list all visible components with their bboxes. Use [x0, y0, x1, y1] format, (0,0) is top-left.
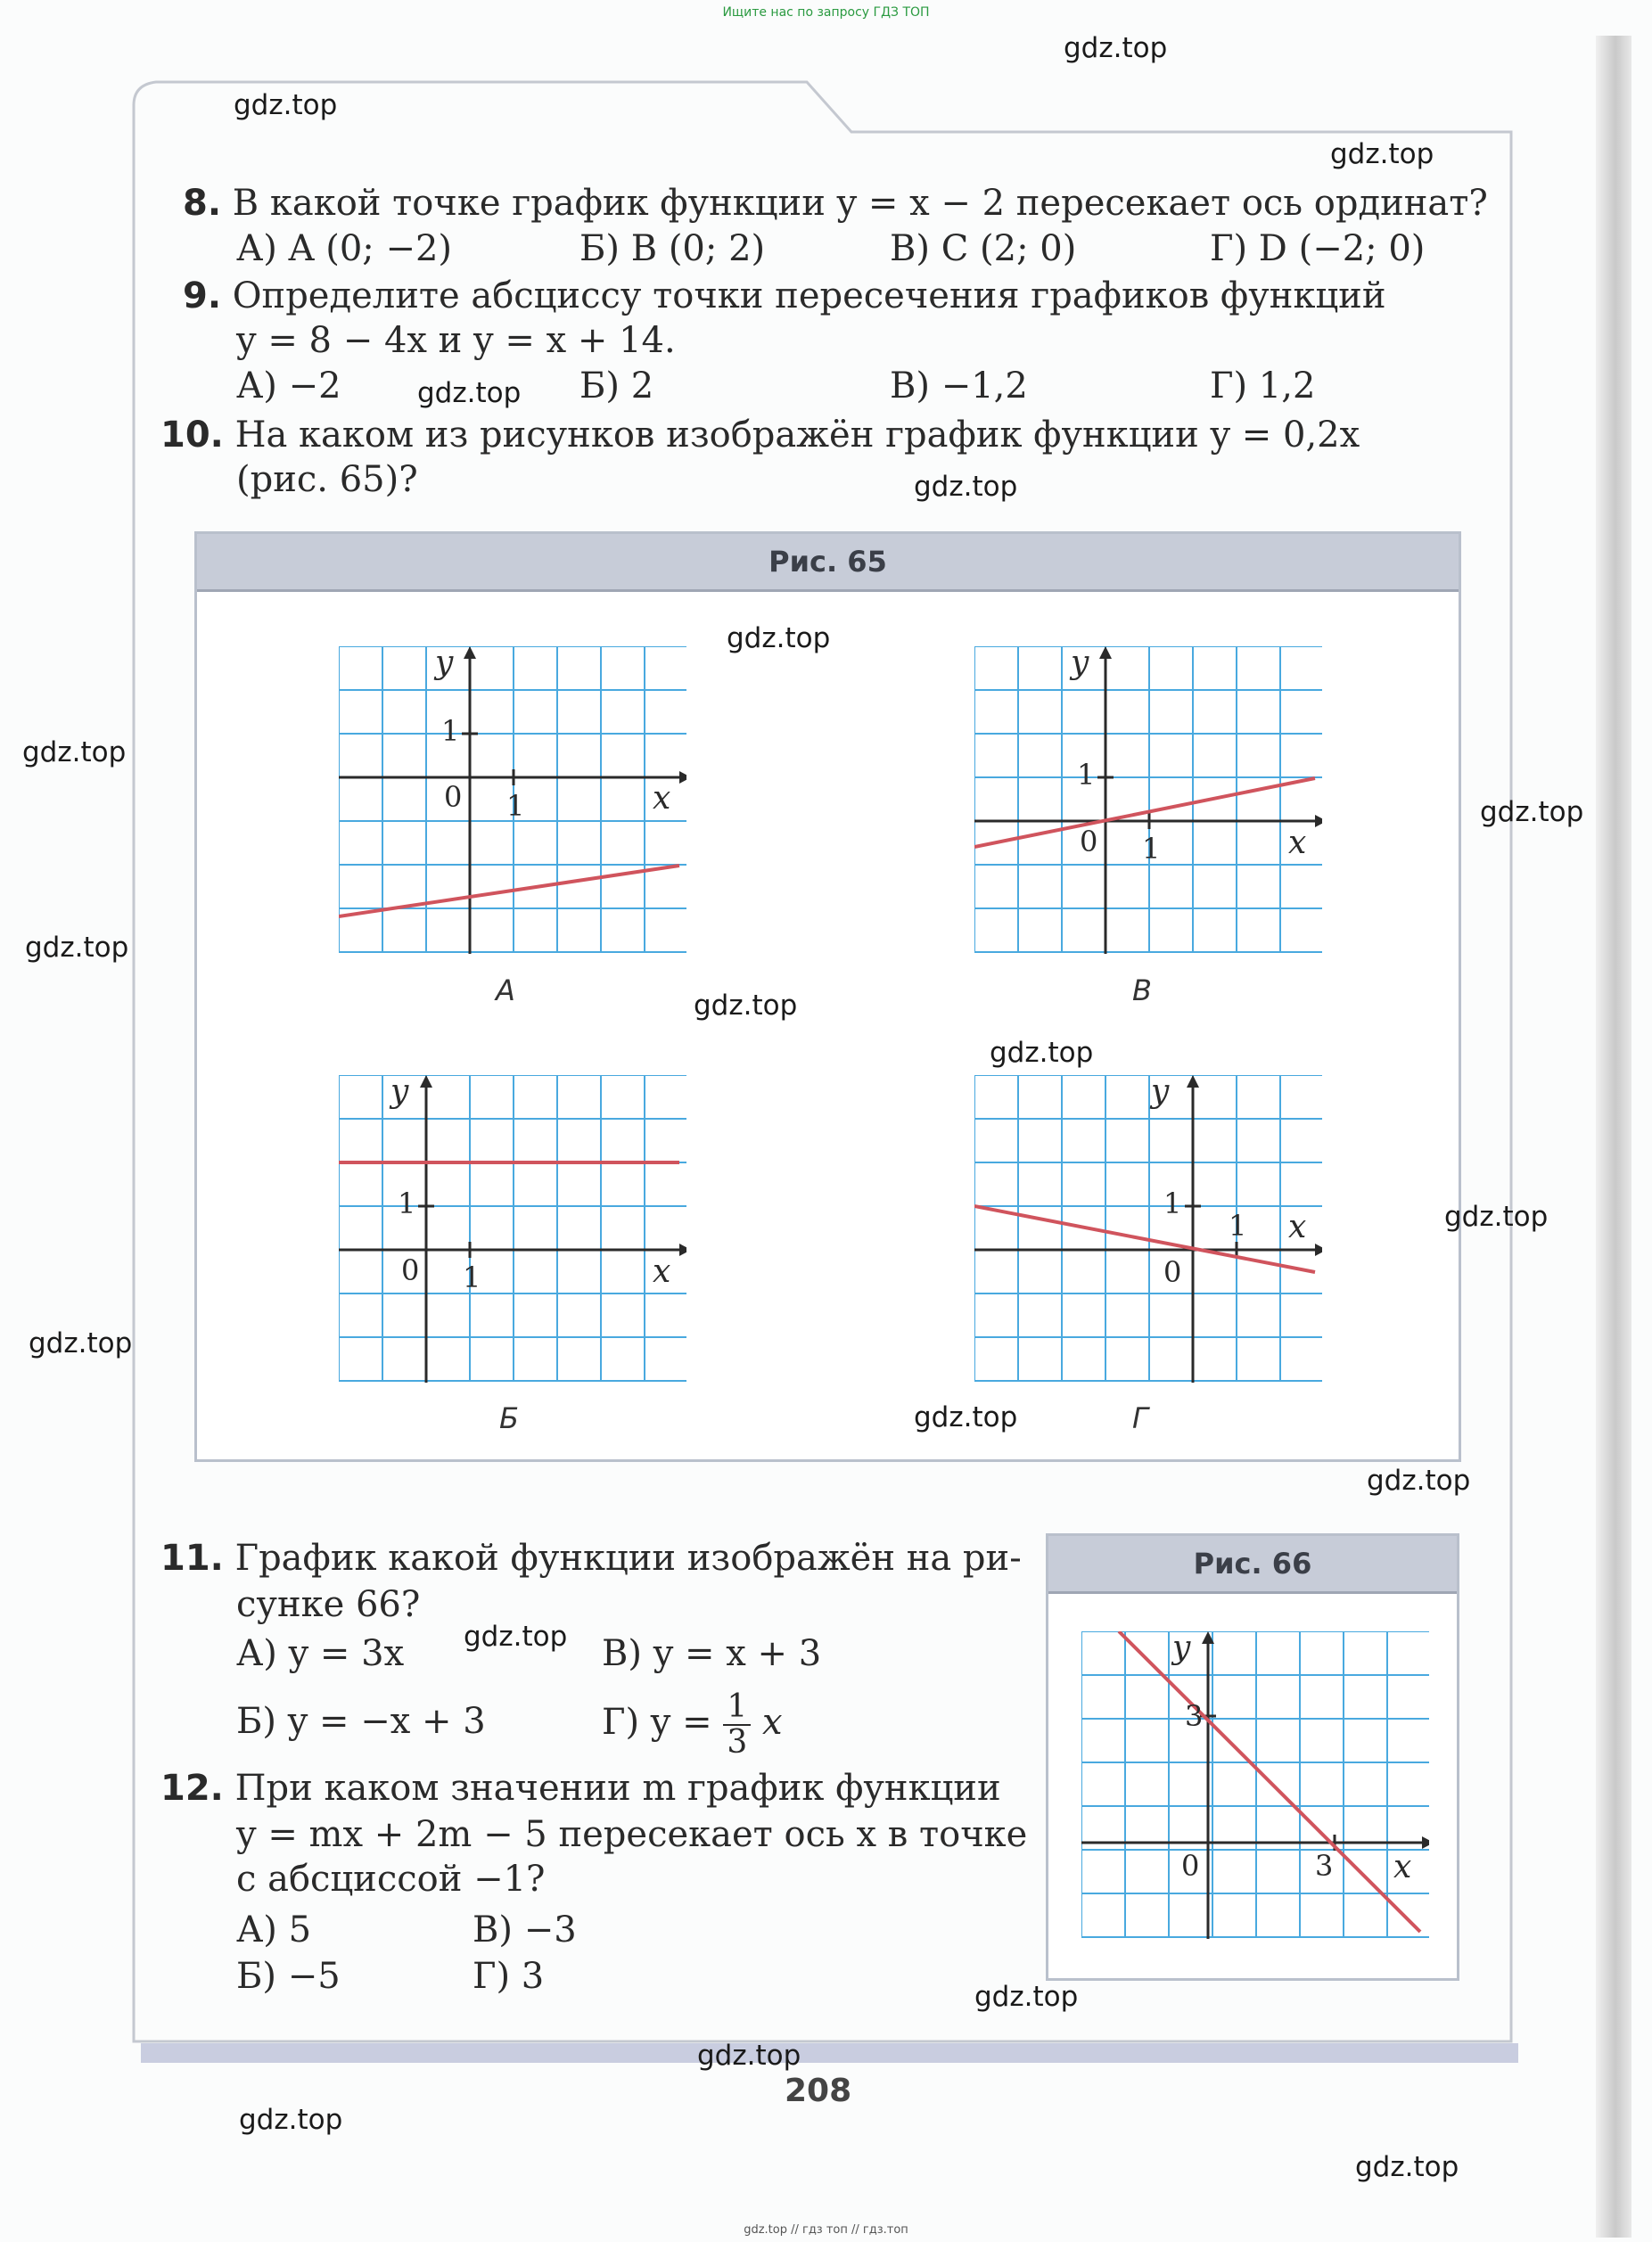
graph-66-x-label: x [1393, 1849, 1412, 1885]
graph-66-function-line [1119, 1631, 1420, 1932]
graph-66-y-label: y [1172, 1631, 1191, 1666]
graph-a-x-arrow [679, 771, 686, 784]
graph-v-grid [974, 646, 1322, 952]
question-11 [160, 1535, 1022, 1581]
graph-b-caption: Б [499, 1401, 519, 1435]
q12-answer-g: Г) 3 [473, 1956, 545, 1997]
question-12-number: 12. [160, 1768, 224, 1809]
footer-note: gdz.top // гдз топ // гдз.топ [744, 2223, 908, 2237]
graph-66-three-x: 3 [1315, 1849, 1334, 1883]
watermark: gdz.top [417, 377, 522, 409]
question-10-line1: На каком из рисунков изображён график функции y = 0,2x [234, 415, 1360, 456]
graph-v-caption: В [1132, 973, 1152, 1007]
q11-fraction-variable: x [761, 1702, 783, 1743]
graph-a-zero: 0 [444, 780, 463, 814]
graph-b [339, 1075, 686, 1383]
q12-answer-b: Б) −5 [236, 1956, 341, 1997]
watermark: gdz.top [29, 1327, 133, 1359]
watermark: gdz.top [727, 622, 831, 654]
watermark: gdz.top [234, 89, 338, 121]
graph-a-one-y: 1 [441, 714, 460, 748]
graph-b-x-arrow [679, 1244, 686, 1256]
watermark: gdz.top [25, 932, 129, 964]
q9-answer-a: А) −2 [236, 365, 341, 407]
q11-answer-v: В) y = x + 3 [602, 1633, 822, 1674]
graph-b-grid [339, 1075, 686, 1381]
question-8-text: В какой точке график функции y = x − 2 пересекает ось ординат? [232, 183, 1488, 224]
watermark: gdz.top [914, 1401, 1018, 1433]
graph-b-one-y: 1 [398, 1187, 416, 1220]
watermark: gdz.top [1367, 1465, 1471, 1497]
question-8 [183, 180, 1488, 226]
graph-a-caption: А [496, 973, 515, 1007]
graph-g-grid [974, 1075, 1322, 1381]
graph-g-x-label: x [1288, 1209, 1307, 1245]
graph-a [339, 646, 686, 954]
question-11-number: 11. [160, 1538, 224, 1579]
q12-answer-a: А) 5 [236, 1909, 312, 1950]
graph-v-y-label: y [1071, 646, 1089, 681]
graph-66 [1081, 1631, 1429, 1939]
q8-answer-c: В) C (2; 0) [890, 228, 1077, 269]
graph-v-y-arrow [1099, 646, 1112, 659]
question-12-line3: с абсциссой −1? [236, 1859, 546, 1900]
watermark: gdz.top [1480, 796, 1584, 828]
q11-fraction-denominator: 3 [727, 1724, 748, 1761]
q11-answer-g [602, 1690, 783, 1760]
question-9-line1: Определите абсциссу точки пересечения графиков функций [232, 275, 1386, 316]
q11-fraction [723, 1690, 751, 1760]
figure-66-title: Рис. 66 [1048, 1536, 1457, 1594]
watermark: gdz.top [239, 2104, 343, 2136]
graph-b-x-label: x [653, 1253, 671, 1290]
question-11-line1: График какой функции изображён на ри- [234, 1538, 1022, 1579]
q11-fraction-numerator: 1 [723, 1690, 751, 1726]
question-10-line2: (рис. 65)? [236, 459, 418, 500]
graph-b-one-x: 1 [463, 1261, 481, 1294]
graph-a-x-label: x [653, 780, 671, 817]
graph-g-function-line [974, 1206, 1315, 1272]
graph-g-y-label: y [1151, 1075, 1170, 1110]
graph-v-zero: 0 [1080, 825, 1098, 858]
question-9 [183, 273, 1385, 319]
graph-b-y-arrow [420, 1075, 432, 1088]
graph-66-grid [1081, 1631, 1429, 1937]
graph-g [974, 1075, 1322, 1383]
graph-g-x-arrow [1315, 1244, 1322, 1256]
q9-answer-c: В) −1,2 [890, 365, 1028, 407]
graph-66-x-arrow [1422, 1836, 1429, 1849]
q8-answer-a: А) A (0; −2) [236, 228, 453, 269]
watermark: gdz.top [694, 990, 798, 1022]
graph-g-one-x: 1 [1229, 1209, 1247, 1243]
watermark: gdz.top [990, 1037, 1094, 1069]
watermark: gdz.top [464, 1621, 568, 1653]
graph-g-one-y: 1 [1163, 1187, 1182, 1220]
graph-v-one-y: 1 [1077, 758, 1096, 792]
graph-a-one-x: 1 [506, 789, 525, 823]
question-12 [160, 1765, 1001, 1811]
graph-g-caption: Г [1132, 1401, 1148, 1435]
graph-v-x-label: x [1288, 825, 1307, 861]
graph-v-one-x: 1 [1142, 832, 1161, 866]
q11-answer-g-prefix: Г) y = [602, 1702, 712, 1743]
graph-66-three-y: 3 [1185, 1699, 1204, 1733]
graph-v [974, 646, 1322, 954]
question-11-line2: сунке 66? [236, 1584, 421, 1625]
graph-b-y-label: y [390, 1075, 409, 1110]
q9-answer-b: Б) 2 [579, 365, 654, 407]
watermark: gdz.top [974, 1981, 1079, 2013]
graph-a-y-arrow [464, 646, 476, 659]
watermark: gdz.top [1064, 32, 1168, 64]
figure-65-title: Рис. 65 [197, 534, 1459, 592]
page-number: 208 [785, 2073, 852, 2109]
question-10 [160, 412, 1360, 458]
question-9-line2: y = 8 − 4x и y = x + 14. [236, 320, 676, 361]
header-note: Ищите нас по запросу ГДЗ ТОП [722, 5, 930, 20]
q12-answer-v: В) −3 [473, 1909, 577, 1950]
watermark: gdz.top [697, 2040, 801, 2072]
question-8-number: 8. [183, 183, 222, 224]
graph-66-zero: 0 [1181, 1849, 1200, 1883]
q9-answer-d: Г) 1,2 [1210, 365, 1316, 407]
question-9-number: 9. [183, 275, 222, 316]
question-10-number: 10. [160, 415, 224, 456]
graph-v-x-arrow [1315, 815, 1322, 827]
graph-b-zero: 0 [401, 1253, 420, 1287]
watermark: gdz.top [1355, 2151, 1459, 2183]
q8-answer-d: Г) D (−2; 0) [1210, 228, 1426, 269]
q11-answer-a: А) y = 3x [236, 1633, 405, 1674]
graph-g-zero: 0 [1163, 1255, 1182, 1289]
watermark: gdz.top [1444, 1201, 1549, 1233]
watermark: gdz.top [914, 471, 1018, 503]
graph-g-y-arrow [1187, 1075, 1199, 1088]
watermark: gdz.top [22, 736, 127, 768]
watermark: gdz.top [1330, 138, 1434, 170]
question-12-line2: y = mx + 2m − 5 пересекает ось x в точке [236, 1814, 1028, 1855]
question-12-line1: При каком значении m график функции [234, 1768, 1001, 1809]
q11-answer-b: Б) y = −x + 3 [236, 1701, 486, 1742]
q8-answer-b: Б) B (0; 2) [579, 228, 766, 269]
graph-a-y-label: y [435, 646, 454, 681]
